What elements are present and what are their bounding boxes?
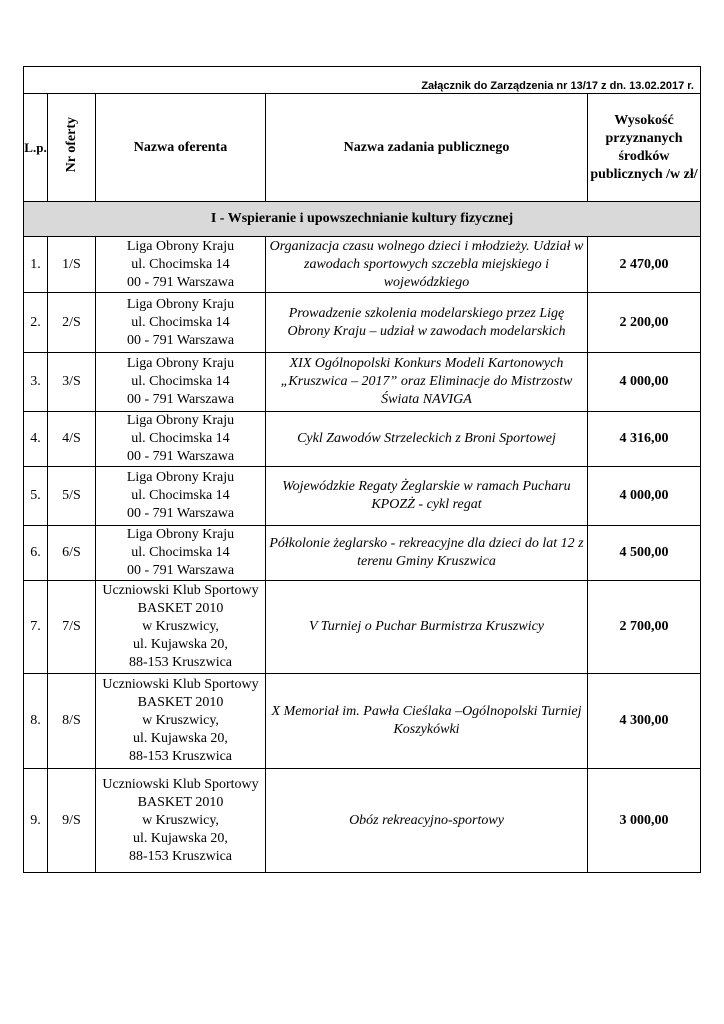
table-row xyxy=(24,293,701,353)
bidder-line: BASKET 2010 xyxy=(137,695,224,710)
header-row xyxy=(24,94,701,202)
table-row xyxy=(24,769,701,873)
table-row xyxy=(24,526,701,581)
bidder-line: w Kruszwicy, xyxy=(142,812,219,828)
header-task: Nazwa zadania publicznego xyxy=(266,94,588,202)
bidder-line: 00 - 791 Warszawa xyxy=(126,506,235,521)
row-amount: 4 316,00 xyxy=(588,412,701,467)
row-lp: 9. xyxy=(24,769,48,873)
row-amount: 2 200,00 xyxy=(588,293,701,353)
bidder-line: Liga Obrony Kraju xyxy=(126,413,235,428)
bidder-line: 00 - 791 Warszawa xyxy=(126,449,235,464)
header-offer-cell xyxy=(48,94,96,202)
row-lp: 8. xyxy=(24,674,48,769)
row-bidder xyxy=(96,293,266,353)
row-offer-no: 7/S xyxy=(48,581,96,674)
bidder-line: Liga Obrony Kraju xyxy=(126,356,235,371)
row-task: Prowadzenie szkolenia modelarskiego przez Ligę Obrony Kraju – udział w zawodach modelarskich xyxy=(266,293,588,353)
bidder-line: 00 - 791 Warszawa xyxy=(126,563,235,578)
table-row xyxy=(24,467,701,526)
row-bidder xyxy=(96,581,266,674)
row-amount: 3 000,00 xyxy=(588,769,701,873)
bidder-line: 00 - 791 Warszawa xyxy=(126,274,235,290)
bidder-line: Liga Obrony Kraju xyxy=(126,296,235,312)
table-row xyxy=(24,237,701,293)
bidder-line: BASKET 2010 xyxy=(137,794,224,810)
table-row xyxy=(24,581,701,674)
row-task: Organizacja czasu wolnego dzieci i młodzieży. Udział w zawodach sportowych szczebla miejskiego i wojewódzkiego xyxy=(266,237,588,293)
row-offer-no: 6/S xyxy=(48,526,96,581)
bidder-line: w Kruszwicy, xyxy=(142,713,219,728)
row-bidder xyxy=(96,769,266,873)
header-offer-no: Nr oferty xyxy=(63,116,79,173)
bidder-line: Uczniowski Klub Sportowy xyxy=(102,677,259,692)
row-amount: 2 470,00 xyxy=(588,237,701,293)
header-lp: L.p. xyxy=(24,94,48,202)
row-lp: 5. xyxy=(24,467,48,526)
annex-note: Załącznik do Zarządzenia nr 13/17 z dn. 13.02.2017 r. xyxy=(24,67,701,94)
row-amount: 4 000,00 xyxy=(588,353,701,412)
row-offer-no: 3/S xyxy=(48,353,96,412)
bidder-line: Liga Obrony Kraju xyxy=(126,238,235,254)
row-bidder xyxy=(96,467,266,526)
row-lp: 6. xyxy=(24,526,48,581)
table-row xyxy=(24,674,701,769)
row-amount: 4 300,00 xyxy=(588,674,701,769)
table-row xyxy=(24,412,701,467)
section-title: I - Wspieranie i upowszechnianie kultury fizycznej xyxy=(24,202,701,237)
bidder-line: 00 - 791 Warszawa xyxy=(126,392,235,407)
row-offer-no: 9/S xyxy=(48,769,96,873)
row-bidder xyxy=(96,353,266,412)
row-amount: 4 500,00 xyxy=(588,526,701,581)
bidder-line: ul. Kujawska 20, xyxy=(133,830,228,846)
section-row xyxy=(24,202,701,237)
bidder-line: ul. Chocimska 14 xyxy=(131,314,230,330)
bidder-line: Liga Obrony Kraju xyxy=(126,527,235,542)
row-offer-no: 8/S xyxy=(48,674,96,769)
bidder-line: Uczniowski Klub Sportowy xyxy=(102,776,259,792)
row-lp: 4. xyxy=(24,412,48,467)
row-offer-no: 2/S xyxy=(48,293,96,353)
row-lp: 3. xyxy=(24,353,48,412)
bidder-line: ul. Chocimska 14 xyxy=(131,545,230,560)
row-task: Wojewódzkie Regaty Żeglarskie w ramach Pucharu KPOZŻ - cykl regat xyxy=(266,467,588,526)
bidder-line: ul. Chocimska 14 xyxy=(131,374,230,389)
allocation-table xyxy=(23,66,701,873)
row-bidder xyxy=(96,526,266,581)
bidder-line: w Kruszwicy, xyxy=(142,619,219,634)
row-task: Półkolonie żeglarsko - rekreacyjne dla dzieci do lat 12 z terenu Gminy Kruszwica xyxy=(266,526,588,581)
bidder-line: 88-153 Kruszwica xyxy=(128,749,233,764)
bidder-line: ul. Chocimska 14 xyxy=(131,256,230,272)
row-offer-no: 4/S xyxy=(48,412,96,467)
row-offer-no: 5/S xyxy=(48,467,96,526)
row-task: X Memoriał im. Pawła Cieślaka –Ogólnopolski Turniej Koszykówki xyxy=(266,674,588,769)
bidder-line: 88-153 Kruszwica xyxy=(128,848,233,864)
bidder-line: ul. Chocimska 14 xyxy=(131,488,230,503)
table-body xyxy=(24,237,701,873)
bidder-line: ul. Chocimska 14 xyxy=(131,431,230,446)
bidder-line: 00 - 791 Warszawa xyxy=(126,332,235,348)
bidder-line: 88-153 Kruszwica xyxy=(128,655,233,670)
bidder-line: ul. Kujawska 20, xyxy=(133,637,228,652)
header-amount: Wysokość przyznanych środków publicznych /w zł/ xyxy=(588,94,701,202)
bidder-line: Uczniowski Klub Sportowy xyxy=(102,583,259,598)
row-bidder xyxy=(96,412,266,467)
row-amount: 4 000,00 xyxy=(588,467,701,526)
row-lp: 7. xyxy=(24,581,48,674)
row-amount: 2 700,00 xyxy=(588,581,701,674)
row-task: Cykl Zawodów Strzeleckich z Broni Sportowej xyxy=(266,412,588,467)
row-task: Obóz rekreacyjno-sportowy xyxy=(266,769,588,873)
bidder-line: Liga Obrony Kraju xyxy=(126,470,235,485)
row-task: V Turniej o Puchar Burmistrza Kruszwicy xyxy=(266,581,588,674)
bidder-line: BASKET 2010 xyxy=(137,601,224,616)
annex-row xyxy=(24,67,701,94)
row-task: XIX Ogólnopolski Konkurs Modeli Kartonowych „Kruszwica – 2017” oraz Eliminacje do Mistrzostw Świata NAVIGA xyxy=(266,353,588,412)
row-lp: 2. xyxy=(24,293,48,353)
table-row xyxy=(24,353,701,412)
row-bidder xyxy=(96,237,266,293)
row-bidder xyxy=(96,674,266,769)
row-offer-no: 1/S xyxy=(48,237,96,293)
row-lp: 1. xyxy=(24,237,48,293)
header-bidder: Nazwa oferenta xyxy=(96,94,266,202)
bidder-line: ul. Kujawska 20, xyxy=(133,731,228,746)
